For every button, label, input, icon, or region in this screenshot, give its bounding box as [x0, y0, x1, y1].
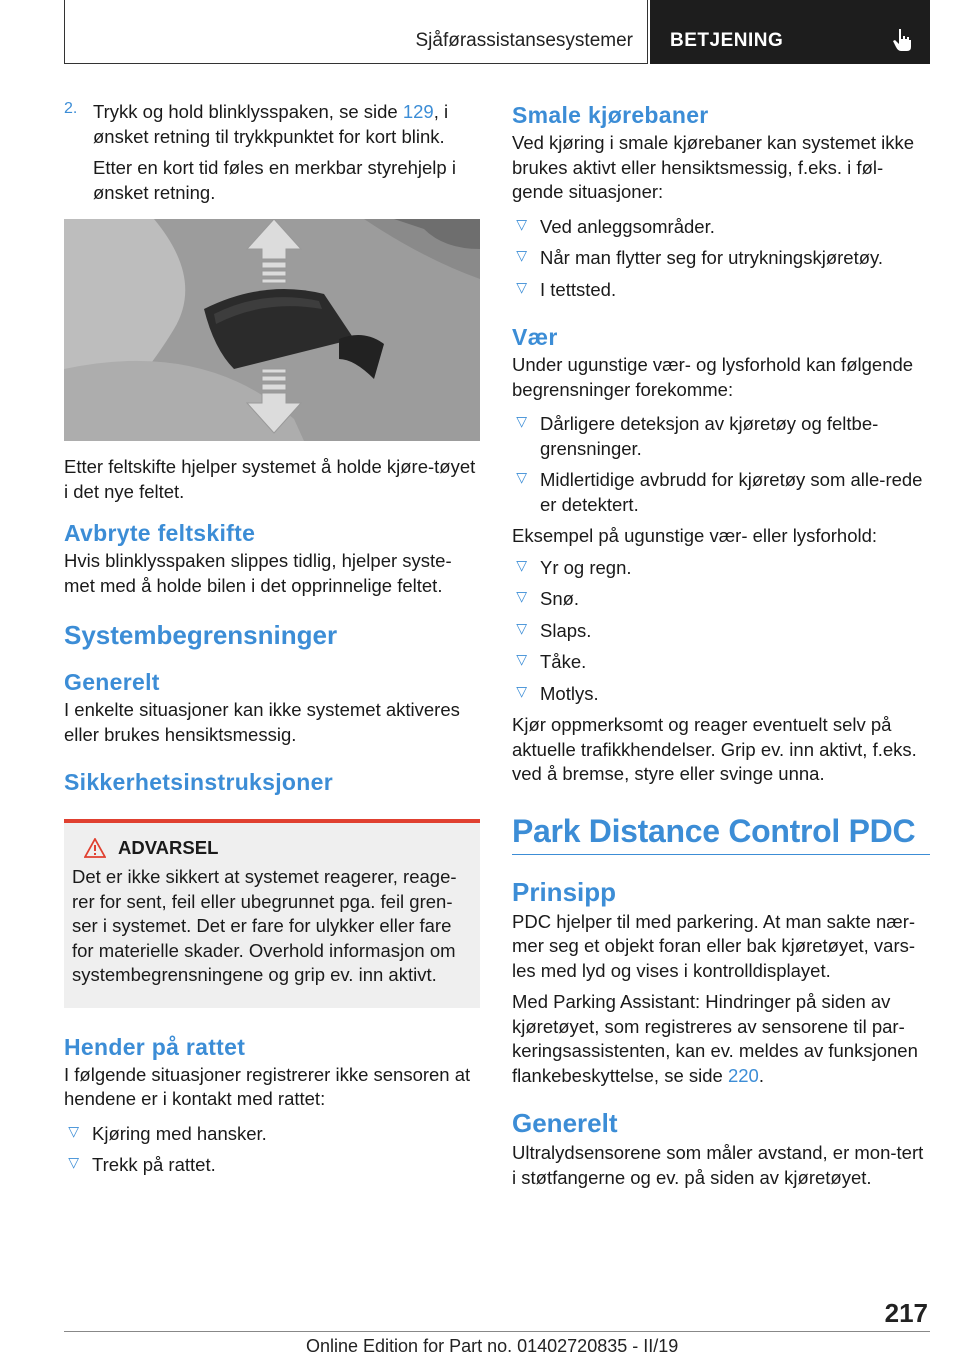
section-title: Sjåførassistansesystemer	[415, 30, 633, 51]
page-link-220[interactable]: 220	[727, 1064, 759, 1086]
step-text-start: Trykk og hold blinklysspaken, se side	[93, 101, 403, 122]
abort-text: Hvis blinklysspaken slippes tidlig, hjelper syste-met med å holde bilen i det opprinnelige feltet.	[64, 550, 452, 596]
heading-general-pdc: Generelt	[512, 1108, 618, 1138]
list-item-text: ▷ Tåke.	[540, 651, 587, 672]
left-column	[64, 100, 480, 1178]
principle-text: PDC hjelper til med parkering. At man sakte nær-mer seg et objekt foran eller bak kjøretøyet, vars-les med lyd og vises i kontrolldisplayet.	[512, 910, 916, 981]
list-item	[512, 587, 930, 612]
warning-triangle-icon	[84, 838, 106, 858]
step-2	[64, 100, 480, 205]
hand-pointer-icon	[890, 27, 916, 53]
heading-abort-lane-change: Avbryte feltskifte	[64, 520, 256, 546]
list-item	[512, 278, 930, 303]
weather-text: Under ugunstige vær- og lysforhold kan følgende begrensninger forekomme:	[512, 354, 914, 400]
edition-text: Online Edition for Part no. 01402720835 - II/19	[306, 1336, 679, 1356]
list-item	[512, 682, 930, 707]
step-text-end: , i ønsket retning til trykkpunktet for kort blink.	[93, 101, 449, 147]
heading-principle: Prinsipp	[512, 876, 617, 907]
footer-divider	[64, 1331, 930, 1332]
step-note: Etter en kort tid føles en merkbar styrehjelp i ønsket retning.	[93, 157, 456, 203]
warning-header	[72, 837, 470, 859]
parking-assistant-text	[512, 990, 930, 1088]
page-header	[64, 0, 930, 64]
attention-text: Kjør oppmerksomt og reager eventuelt selv på aktuelle trafikkhendelser. Grip ev. inn aktivt, f.eks. ved å bremse, styre eller svinge unna.	[512, 714, 917, 784]
list-item	[64, 1153, 480, 1178]
list-item	[512, 650, 930, 675]
step-number: 2.	[64, 100, 78, 117]
list-item-text: ▷ Når man flytter seg for utrykningskjøretøy.	[540, 247, 884, 268]
list-item-text: ▷ Yr og regn.	[540, 556, 632, 578]
section-tab	[64, 0, 648, 64]
warning-box	[64, 819, 480, 1008]
heading-pdc: Park Distance Control PDC	[512, 812, 916, 849]
general-pdc-text: Ultralydsensorene som måler avstand, er mon-tert i støtfangerne og ev. på siden av kjøretøyet.	[512, 1142, 924, 1188]
list-item-text: ▷ Dårligere deteksjon av kjøretøy og feltbe-grensninger.	[540, 413, 879, 459]
hands-text: I følgende situasjoner registrerer ikke sensoren at hendene er i kontakt med rattet:	[64, 1063, 471, 1109]
heading-hands-on-wheel: Hender på rattet	[64, 1033, 246, 1060]
list-item	[512, 556, 930, 581]
list-item-text: ▷ Ved anleggsområder.	[540, 215, 715, 237]
example-text: Eksempel på ugunstige vær- eller lysforhold:	[512, 525, 878, 546]
stalk-illustration	[64, 219, 480, 441]
after-lane-change-text: Etter feltskifte hjelper systemet å holde kjøre-tøyet i det nye feltet.	[64, 456, 476, 502]
list-item-text: ▷ Snø.	[540, 588, 580, 609]
assistant-text-start: Med Parking Assistant: Hindringer på siden av kjøretøyet, som registreres av sensorene til par-keringsassistenten, kan ev. meldes av funksjonen flankebeskyttelse, se side	[512, 991, 918, 1086]
turn-signal-stalk-photo	[64, 219, 480, 441]
list-item-text: ▷ Slaps.	[540, 619, 592, 641]
page-link-129[interactable]: 129	[402, 101, 434, 122]
list-item-text: ▷ Kjøring med hansker.	[92, 1122, 267, 1144]
chapter-tab	[650, 0, 930, 64]
page-number: 217	[884, 1298, 928, 1328]
heading-system-limits: Systembegrensninger	[64, 620, 338, 650]
list-item	[512, 468, 930, 517]
list-item	[512, 246, 930, 271]
heading-general: Generelt	[64, 669, 160, 695]
warning-text: Det er ikke sikkert at systemet reagerer, reage-rer for sent, feil eller ubegrunnet pga. feil gren-ser i systemet. Det er fare for ulykker eller fare for materielle skader. Overhold informasjon om systembegrensningene og grip ev. inn aktivt.	[72, 866, 457, 985]
list-item	[512, 619, 930, 644]
heading-safety-instructions: Sikkerhetsinstruksjoner	[64, 769, 333, 795]
pdc-heading-block	[512, 813, 930, 855]
right-column	[512, 100, 930, 1190]
chapter-title: BETJENING	[670, 30, 784, 51]
narrow-text: Ved kjøring i smale kjørebaner kan systemet ikke brukes aktivt eller hensiktsmessig, f.eks. i føl-gende situasjoner:	[512, 132, 915, 202]
list-item	[512, 215, 930, 240]
step-text	[93, 100, 480, 149]
list-item-text: ▷ Motlys.	[540, 682, 599, 704]
assistant-text-end: .	[758, 1064, 764, 1086]
warning-title: ADVARSEL	[118, 837, 219, 858]
list-item-text: ▷ Midlertidige avbrudd for kjøretøy som alle-rede er detektert.	[540, 469, 923, 515]
heading-narrow-lanes: Smale kjørebaner	[512, 102, 709, 128]
heading-weather: Vær	[512, 324, 558, 350]
list-item-text: ▷ I tettsted.	[540, 278, 617, 300]
list-item	[512, 412, 930, 461]
general-text: I enkelte situasjoner kan ikke systemet aktiveres eller brukes hensiktsmessig.	[64, 699, 460, 745]
list-item	[64, 1122, 480, 1147]
list-item-text: ▷ Trekk på rattet.	[92, 1154, 216, 1175]
